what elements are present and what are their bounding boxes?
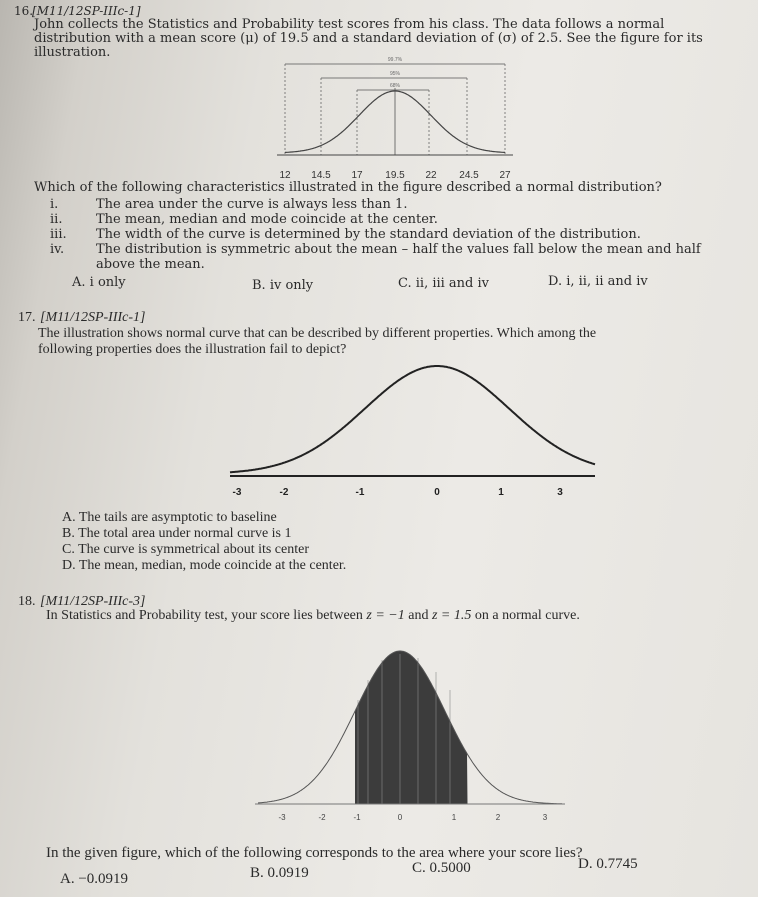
x-label: 12 (279, 170, 291, 181)
q18-choice-d[interactable]: D. 0.7745 (578, 856, 638, 872)
q18-stem-mid: and (404, 608, 432, 623)
q16-item-text: The area under the curve is always less than 1. (96, 197, 408, 212)
q17-choice-b[interactable]: B. The total area under normal curve is 1 (62, 526, 292, 541)
q17-choice-d[interactable]: D. The mean, median, mode coincide at the center. (62, 558, 347, 573)
q18-choice-a[interactable]: A. −0.0919 (60, 871, 129, 887)
q16-normal-curve-figure (275, 50, 535, 185)
x-label: -1 (353, 813, 361, 822)
q16-tag: [M11/12SP-IIIc-1] (32, 4, 141, 18)
q16-item-text: The width of the curve is determined by the standard deviation of the distribution. (96, 227, 641, 242)
bracket-label-95: 95% (389, 71, 401, 77)
x-label: -2 (318, 813, 326, 822)
q16-item-text: The mean, median and mode coincide at the center. (96, 212, 438, 227)
q17-choice-a[interactable]: A. The tails are asymptotic to baseline (62, 510, 277, 525)
q16-item-num: iii. (50, 227, 67, 242)
q17-standard-normal-figure (200, 362, 620, 507)
q16-question: Which of the following characteristics illustrated in the figure described a normal distribution? (34, 180, 662, 195)
q16-item-num: iv. (50, 242, 65, 257)
q18-z2: z = 1.5 (431, 608, 472, 623)
q16-item-iv-continued: above the mean. (96, 257, 205, 272)
x-label: 14.5 (311, 170, 331, 181)
q16-stem-line3: illustration. (34, 45, 111, 60)
x-label: 27 (499, 170, 511, 181)
q16-item-text: The distribution is symmetric about the mean – half the values fall below the mean and half (96, 242, 701, 257)
q18-question: In the given figure, which of the following corresponds to the area where your score lies? (46, 845, 583, 861)
x-label: 0 (397, 813, 403, 822)
q16-stem-line2: distribution with a mean score (μ) of 19.5 and a standard deviation of (σ) of 2.5. See the figure for its (34, 31, 703, 46)
x-label: 1 (498, 487, 504, 498)
x-label: -2 (279, 487, 289, 498)
x-label: -3 (232, 487, 242, 498)
q18-choice-b[interactable]: B. 0.0919 (250, 865, 309, 881)
q18-stem-pre: In Statistics and Probability test, your score lies between (46, 608, 367, 623)
x-label: -1 (355, 487, 365, 498)
q16-number: 16. (14, 4, 34, 18)
bell-curve (230, 366, 595, 472)
q18-stem-post: on a normal curve. (471, 608, 580, 623)
q16-choice-c[interactable]: C. ii, iii and iv (398, 276, 490, 291)
x-label: 2 (495, 813, 501, 822)
q18-shaded-normal-figure (240, 640, 580, 830)
x-label: 3 (542, 813, 548, 822)
bracket-label-99-7: 99.7% (387, 57, 403, 63)
q16-choice-d[interactable]: D. i, ii, ii and iv (548, 274, 648, 289)
q17-stem-line1: The illustration shows normal curve that can be described by different properties. Which among the (38, 326, 597, 341)
bracket-label-68: 68% (389, 83, 401, 89)
x-label: 19.5 (385, 170, 405, 181)
q18-stem (46, 608, 580, 623)
q18-number: 18. (18, 594, 36, 609)
q18-choice-c[interactable]: C. 0.5000 (412, 860, 471, 876)
x-label: 17 (351, 170, 363, 181)
q18-z1: z = −1 (366, 608, 405, 623)
q16-choice-a[interactable]: A. i only (72, 275, 126, 290)
q18-tag: [M11/12SP-IIIc-3] (40, 594, 146, 609)
q16-item-num: ii. (50, 212, 63, 227)
x-label: 0 (434, 487, 440, 498)
shaded-area (355, 651, 468, 804)
x-label: 22 (425, 170, 437, 181)
q16-choice-b[interactable]: B. iv only (252, 278, 314, 293)
x-label: 1 (451, 813, 457, 822)
q16-item-num: i. (50, 197, 59, 212)
x-label: -3 (278, 813, 286, 822)
q16-stem-line1: John collects the Statistics and Probability test scores from his class. The data follows a normal (34, 17, 665, 32)
q17-tag: [M11/12SP-IIIc-1] (40, 310, 146, 325)
q17-stem-line2: following properties does the illustration fail to depict? (38, 342, 347, 357)
q17-choice-c[interactable]: C. The curve is symmetrical about its center (62, 542, 310, 557)
q17-number: 17. (18, 310, 36, 325)
x-label: 24.5 (459, 170, 479, 181)
x-label: 3 (557, 487, 563, 498)
